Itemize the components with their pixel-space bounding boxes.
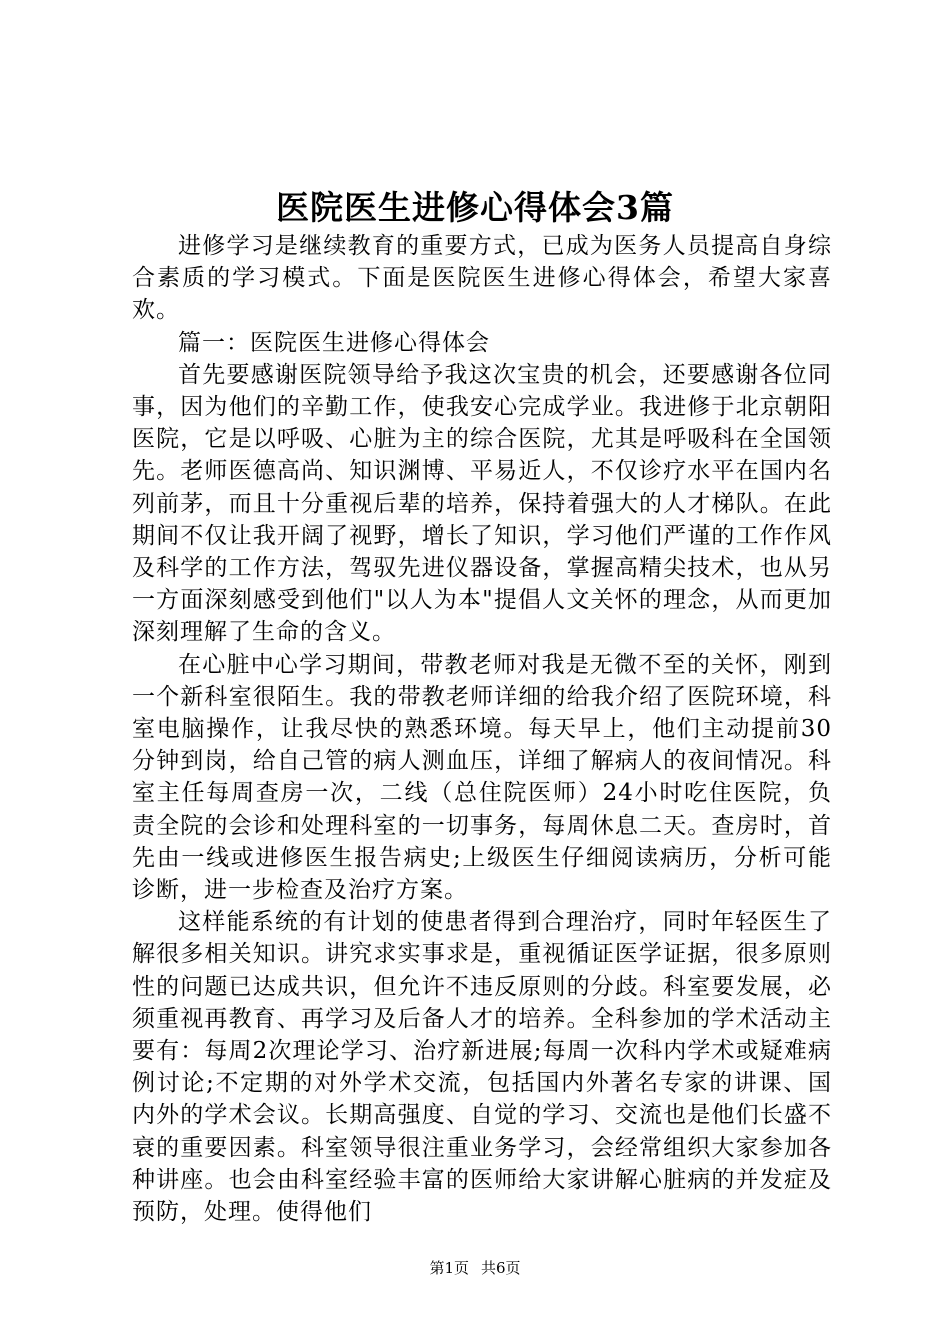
document-title: 医院医生进修心得体会3篇 [276,188,674,227]
page-number: 第1页 [429,1259,469,1277]
document-body [132,230,832,1228]
paragraph-gratitude: 首先要感谢医院领导给予我这次宝贵的机会，还要感谢各位同事，因为他们的辛勤工作，使我安心完成学业。我进修于北京朝阳医院，它是以呼吸、心脏为主的综合医院，尤其是呼吸科在全国领先。老师医德高尚、知识渊博、平易近人，不仅诊疗水平在国内名列前茅，而且十分重视后辈的培养，保持着强大的人才梯队。在此期间不仅让我开阔了视野，增长了知识，学习他们严谨的工作作风及科学的工作方法，驾驭先进仪器设备，掌握高精尖技术，也从另一方面深刻感受到他们"以人为本"提倡人文关怀的理念，从而更加深刻理解了生命的含义。 [132,361,832,646]
paragraph-treatment: 这样能系统的有计划的使患者得到合理治疗，同时年轻医生了解很多相关知识。讲究求实事求是，重视循证医学证据，很多原则性的问题已达成共识，但允许不违反原则的分歧。科室要发展，必须重视再教育、再学习及后备人才的培养。全科参加的学术活动主要有：每周2次理论学习、治疗新进展;每周一次科内学术或疑难病例讨论;不定期的对外学术交流，包括国内外著名专家的讲课、国内外的学术会议。长期高强度、自觉的学习、交流也是他们长盛不衰的重要因素。科室领导很注重业务学习，会经常组织大家参加各种讲座。也会由科室经验丰富的医师给大家讲解心脏病的并发症及预防，处理。使得他们 [132,909,832,1226]
paragraph-intro: 进修学习是继续教育的重要方式，已成为医务人员提高自身综合素质的学习模式。下面是医院医生进修心得体会，希望大家喜欢。 [132,233,832,324]
section-heading: 篇一：医院医生进修心得体会 [178,329,490,356]
page-total: 共6页 [481,1259,521,1277]
page-footer [0,1258,950,1278]
paragraph-heart-center: 在心脏中心学习期间，带教老师对我是无微不至的关怀，刚到一个新科室很陌生。我的带教老师详细的给我介绍了医院环境，科室电脑操作，让我尽快的熟悉环境。每天早上，他们主动提前30分钟到岗，给自己管的病人测血压，详细了解病人的夜间情况。科室主任每周查房一次，二线（总住院医师）24小时吃住医院，负责全院的会诊和处理科室的一切事务，每周休息二天。查房时，首先由一线或进修医生报告病史;上级医生仔细阅读病历，分析可能诊断，进一步检查及治疗方案。 [132,651,832,904]
